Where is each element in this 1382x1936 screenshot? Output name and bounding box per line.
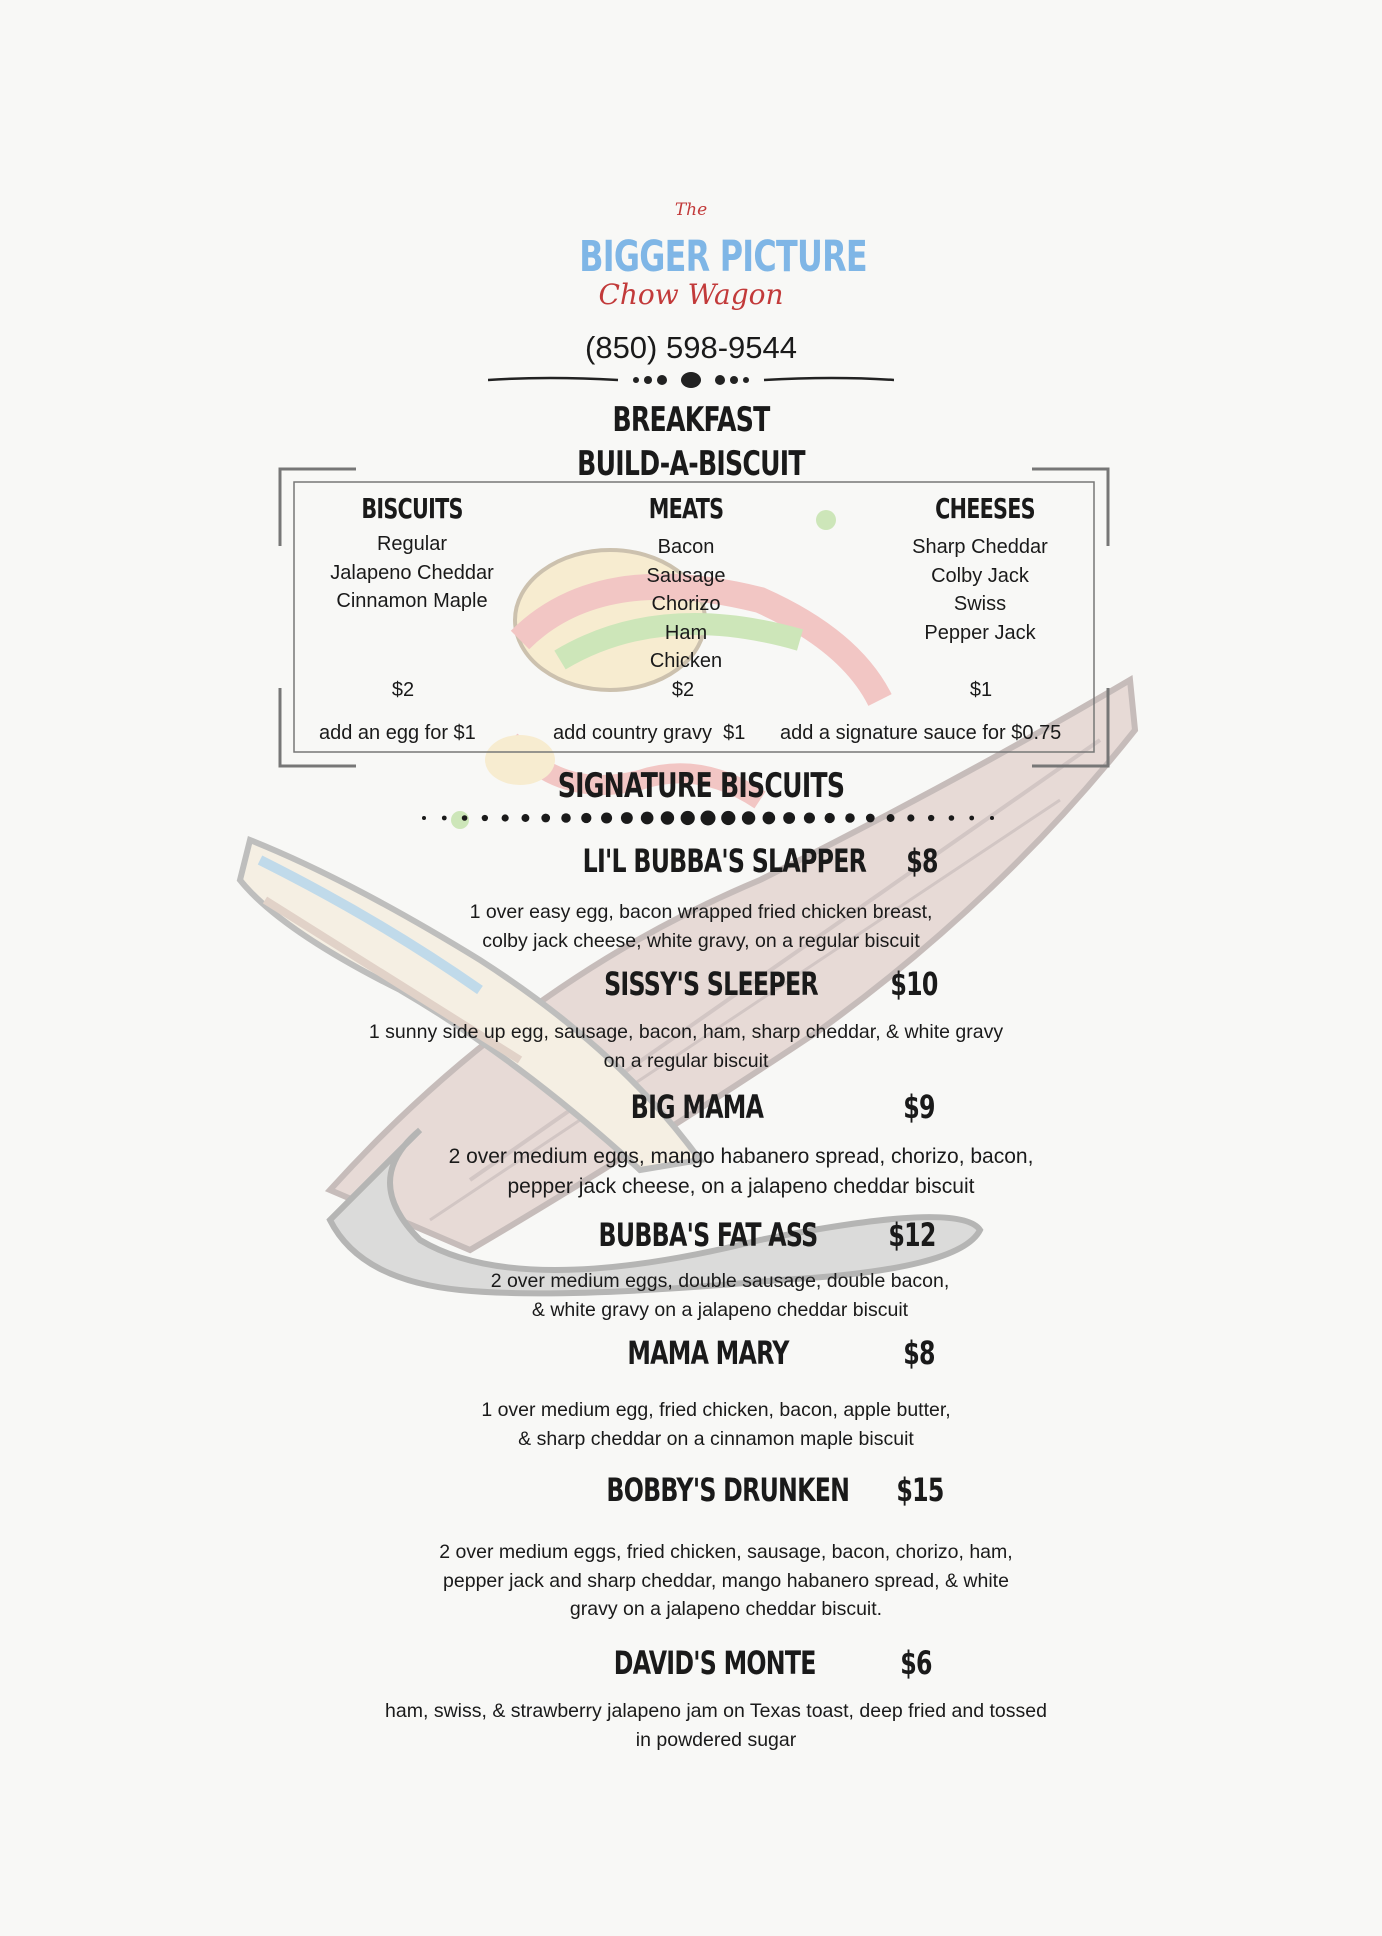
meats-list <box>586 533 786 676</box>
divider-dot <box>969 816 974 821</box>
item-description <box>360 1267 1080 1324</box>
item-name: MAMA MARY <box>627 1334 789 1372</box>
addon-sauce: add a signature sauce for $0.75 <box>780 722 1062 744</box>
item-price: $10 <box>890 965 938 1003</box>
addon-egg: add an egg for $1 <box>319 722 476 744</box>
item-price: $8 <box>903 1334 935 1372</box>
item-name: BOBBY'S DRUNKEN <box>606 1471 850 1509</box>
description-line: 2 over medium eggs, fried chicken, sausage, bacon, chorizo, ham, <box>439 1541 1013 1563</box>
divider-dot <box>928 815 934 821</box>
divider-dot <box>601 812 612 823</box>
item-description <box>306 1697 1126 1754</box>
dotted-divider <box>418 810 998 826</box>
divider-dot <box>442 816 447 821</box>
list-item: Jalapeno Cheddar <box>330 561 494 584</box>
item-name: BIG MAMA <box>630 1088 764 1126</box>
list-item: Chicken <box>649 650 723 672</box>
divider-dot <box>641 812 654 825</box>
biscuits-list <box>292 530 532 616</box>
cheeses-price: $1 <box>969 679 993 701</box>
cheeses-heading: CHEESES <box>935 492 1035 525</box>
list-item: Swiss <box>953 593 1007 615</box>
item-description <box>341 898 1061 955</box>
description-line: & sharp cheddar on a cinnamon maple biscuit <box>518 1427 914 1450</box>
cheeses-list <box>880 533 1080 647</box>
divider-dot <box>502 814 509 821</box>
divider-dot <box>742 811 755 824</box>
item-name: DAVID'S MONTE <box>613 1644 816 1682</box>
list-item: Chorizo <box>651 593 721 615</box>
divider-dot <box>561 813 571 823</box>
description-line: ham, swiss, & strawberry jalapeno jam on Texas toast, deep fried and tossed <box>385 1700 1047 1722</box>
item-description <box>341 1142 1141 1201</box>
item-description <box>336 1538 1116 1624</box>
divider-dot <box>541 814 550 823</box>
section-heading-signature: SIGNATURE BISCUITS <box>557 766 845 806</box>
logo-the-script: The <box>674 200 708 220</box>
description-line: 1 sunny side up egg, sausage, bacon, ham, sharp cheddar, & white gravy <box>368 1021 1004 1043</box>
list-item: Colby Jack <box>931 564 1029 587</box>
description-line: on a regular biscuit <box>603 1049 769 1072</box>
list-item: Sharp Cheddar <box>912 536 1048 558</box>
divider-dot <box>581 813 591 823</box>
description-line: 1 over easy egg, bacon wrapped fried chicken breast, <box>469 901 933 923</box>
divider-dot <box>887 814 895 822</box>
description-line: 1 over medium egg, fried chicken, bacon, apple butter, <box>481 1399 951 1421</box>
list-item: Sausage <box>646 564 726 587</box>
divider-dot <box>661 811 674 824</box>
meats-price: $2 <box>671 679 695 701</box>
description-line: 2 over medium eggs, mango habanero spread, chorizo, bacon, <box>448 1145 1034 1168</box>
meats-heading: MEATS <box>648 492 724 525</box>
divider-dot <box>422 816 426 820</box>
description-line: gravy on a jalapeno cheddar biscuit. <box>569 1598 883 1620</box>
list-item: Bacon <box>657 536 715 558</box>
divider-dot <box>845 813 855 823</box>
list-item: Regular <box>376 533 448 555</box>
item-name: BUBBA'S FAT ASS <box>598 1216 818 1254</box>
divider-dot <box>783 812 795 824</box>
item-price: $9 <box>903 1088 935 1126</box>
divider-dot <box>521 814 529 822</box>
item-price: $6 <box>900 1644 932 1682</box>
divider-dot <box>621 812 633 824</box>
logo-title: BIGGER PICTURE <box>579 232 867 282</box>
list-item: Ham <box>664 621 708 644</box>
description-line: pepper jack and sharp cheddar, mango habanero spread, & white <box>443 1569 1009 1592</box>
item-description <box>356 1396 1076 1453</box>
item-price: $15 <box>896 1471 944 1509</box>
section-heading-breakfast: BREAKFAST <box>612 400 770 440</box>
divider-dot <box>482 815 488 821</box>
divider-dot <box>949 815 955 821</box>
divider-dot <box>681 811 695 825</box>
addon-gravy: add country gravy $1 <box>553 722 746 744</box>
divider-dot <box>763 812 776 825</box>
item-price: $12 <box>888 1216 936 1254</box>
ornamental-divider <box>488 368 894 392</box>
biscuits-heading: BISCUITS <box>361 492 463 525</box>
divider-dot <box>804 812 815 823</box>
divider-dot <box>990 816 994 820</box>
description-line: colby jack cheese, white gravy, on a regular biscuit <box>482 929 920 952</box>
description-line: 2 over medium eggs, double sausage, double bacon, <box>490 1270 950 1292</box>
item-price: $8 <box>906 842 938 880</box>
divider-dot <box>907 814 914 821</box>
divider-dot <box>721 811 735 825</box>
divider-dot <box>825 813 835 823</box>
logo-subtitle-script: Chow Wagon <box>598 278 784 311</box>
description-line: pepper jack cheese, on a jalapeno cheddar biscuit <box>507 1174 975 1198</box>
item-name: SISSY'S SLEEPER <box>604 965 818 1003</box>
biscuits-price: $2 <box>391 679 415 701</box>
divider-dot <box>866 814 875 823</box>
divider-dot <box>701 811 716 826</box>
description-line: & white gravy on a jalapeno cheddar biscuit <box>531 1298 909 1321</box>
list-item: Pepper Jack <box>924 621 1036 644</box>
list-item: Cinnamon Maple <box>336 590 488 612</box>
item-name: LI'L BUBBA'S SLAPPER <box>582 842 867 880</box>
divider-dot <box>462 815 468 821</box>
description-line: in powdered sugar <box>635 1728 797 1751</box>
section-heading-build: BUILD-A-BISCUIT <box>577 444 805 484</box>
phone-number: (850) 598-9544 <box>585 330 797 365</box>
item-description <box>301 1018 1071 1075</box>
